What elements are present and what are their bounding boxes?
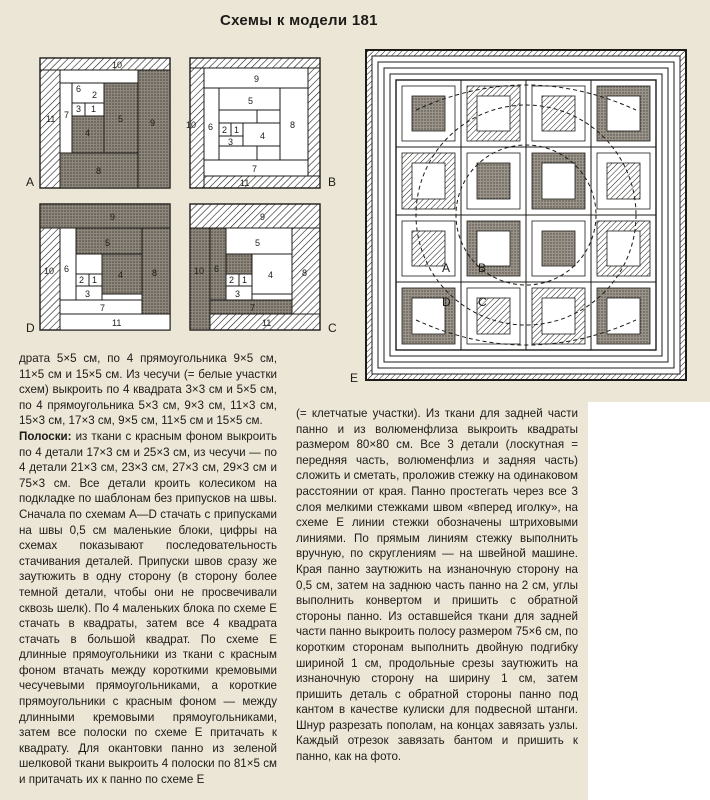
label-5: 5 — [118, 114, 124, 124]
label-2: 2 — [229, 275, 235, 285]
diagram-label-b: B — [328, 175, 337, 189]
panel-label-d: D — [442, 295, 451, 309]
label-8: 8 — [152, 268, 158, 278]
paragraph-3: (= клетчатые участки). Из ткани для задней части панно и из волюменфлиза выкроить квадраты размером 80×80 см. Все 3 детали (лоскутная = передняя часть, волюменфлиз и задняя часть) сложить и сметать, проложив стежку на одинаковом расстоянии от края. Панно простегать через все 3 слоя мелкими стежками швом «вперед иголку», на схеме Е линии стежки обозначены штриховыми линиями. По прямым линиям стежку выполнить вручную, по скруглениям — на швейной машине. Края панно заутюжить на изнаночную сторону на 0,5 см, затем на заднюю часть панно на 2 см, углы выполнить конвертом и пришить с обратной стороны панно. Из оставшейся ткани для задней части панно выкроить полосу размером 75×6 см, по коротким сторонам выполнить двойную подгибку шириной 1 см, продольные срезы заутюжить на изнаночную сторону на ширину 1 см, затем пришить деталь с обратной стороны панно под кантом в качестве кулиски для подвесной штанги. Шнур разрезать пополам, на концах завязать узлы. Каждый отрезок завязать бантом и пришить к панно, как на фото. — [296, 407, 578, 764]
label-6: 6 — [214, 264, 220, 274]
label-2: 2 — [92, 90, 98, 100]
label-5: 5 — [255, 238, 261, 248]
label-7: 7 — [252, 164, 258, 174]
label-1: 1 — [234, 125, 240, 135]
diagram-b — [186, 58, 340, 189]
label-1: 1 — [242, 275, 248, 285]
panel-label-b: B — [478, 261, 487, 275]
label-7: 7 — [100, 303, 106, 313]
strips-heading: Полоски: — [19, 429, 72, 443]
label-5: 5 — [105, 238, 111, 248]
paragraph-2 — [19, 429, 277, 788]
diagram-label-c: C — [328, 321, 337, 335]
label-3: 3 — [85, 289, 91, 299]
label-3: 3 — [228, 137, 234, 147]
instructions-left-column — [19, 351, 277, 788]
diagram-label-d: D — [26, 321, 35, 335]
label-7: 7 — [64, 110, 70, 120]
label-4: 4 — [118, 270, 124, 280]
label-4: 4 — [260, 131, 266, 141]
label-6: 6 — [76, 84, 82, 94]
page-title: Схемы к модели 181 — [220, 12, 378, 29]
label-10: 10 — [194, 266, 205, 276]
label-8: 8 — [290, 120, 296, 130]
label-11: 11 — [240, 178, 250, 188]
label-11: 11 — [112, 318, 122, 328]
label-11: 11 — [46, 114, 56, 124]
label-3: 3 — [76, 104, 82, 114]
diagram-c — [190, 204, 340, 334]
label-8: 8 — [96, 166, 102, 176]
label-10: 10 — [44, 266, 55, 276]
label-2: 2 — [222, 125, 228, 135]
label-5: 5 — [248, 96, 254, 106]
panel-label-c: C — [478, 295, 487, 309]
label-6: 6 — [64, 264, 70, 274]
label-9: 9 — [260, 212, 266, 222]
label-3: 3 — [235, 289, 241, 299]
diagram-d — [26, 204, 190, 335]
label-8: 8 — [302, 268, 308, 278]
strips-text: из ткани с красным фоном выкроить по 4 детали 17×3 см и 25×3 см, из чесучи — по 4 детали 21×3 см, 23×3 см, 27×3 см, 29×3 см и 75×3 см. Все детали кроить колесиком на подкладке по шаблонам без припусков на швы. Сначала по схемам А—D стачать с припусками на швы 0,5 см маленькие блоки, цифры на схемах показывают последовательность стачивания деталей. Припуски швов сразу же заутюжить в одну сторону (в сторону более темной детали, чтобы они не просвечивали сквозь шелк). По 4 маленьких блока по схеме Е стачать в квадраты, затем все 4 квадрата стачать в большой квадрат. По схеме Е длинные прямоугольники из ткани с красным фоном втачать между короткими кремовыми чесучевыми прямоугольниками, а короткие прямоугольники с красным фоном — между длинными кремовыми прямоугольниками, затем все полоски по схеме Е притачать к квадрату. Для окантовки панно из зеленой шелковой ткани выкроить 4 полоски по 81×5 см и притачать их к панно по схеме Е — [19, 429, 277, 787]
diagram-a — [26, 58, 190, 189]
label-7: 7 — [250, 303, 256, 313]
blank-area — [588, 402, 710, 800]
label-1: 1 — [92, 275, 98, 285]
panel-label-a: A — [442, 261, 451, 275]
diagram-label-e: E — [350, 371, 359, 385]
label-10: 10 — [112, 60, 123, 70]
label-6: 6 — [208, 122, 214, 132]
label-10: 10 — [186, 120, 197, 130]
label-9: 9 — [254, 74, 260, 84]
diagram-e — [346, 50, 696, 390]
label-9: 9 — [150, 118, 156, 128]
label-2: 2 — [79, 275, 85, 285]
label-4: 4 — [268, 270, 274, 280]
label-1: 1 — [91, 104, 97, 114]
label-9: 9 — [110, 212, 116, 222]
instructions-right-column — [296, 406, 578, 765]
label-11: 11 — [262, 318, 272, 328]
diagram-label-a: A — [26, 175, 35, 189]
label-4: 4 — [85, 128, 91, 138]
paragraph-1: драта 5×5 см, по 4 прямоугольника 9×5 см, 11×5 см и 15×5 см. Из чесучи (= белые участки схем) выкроить по 4 квадрата 3×3 см и 5×5 см, по 4 прямоугольника 5×3 см, 9×3 см, 11×3 см, 15×3 см, 17×3 см, 9×5 см, 11×5 см и 15×5 см. — [19, 352, 277, 428]
